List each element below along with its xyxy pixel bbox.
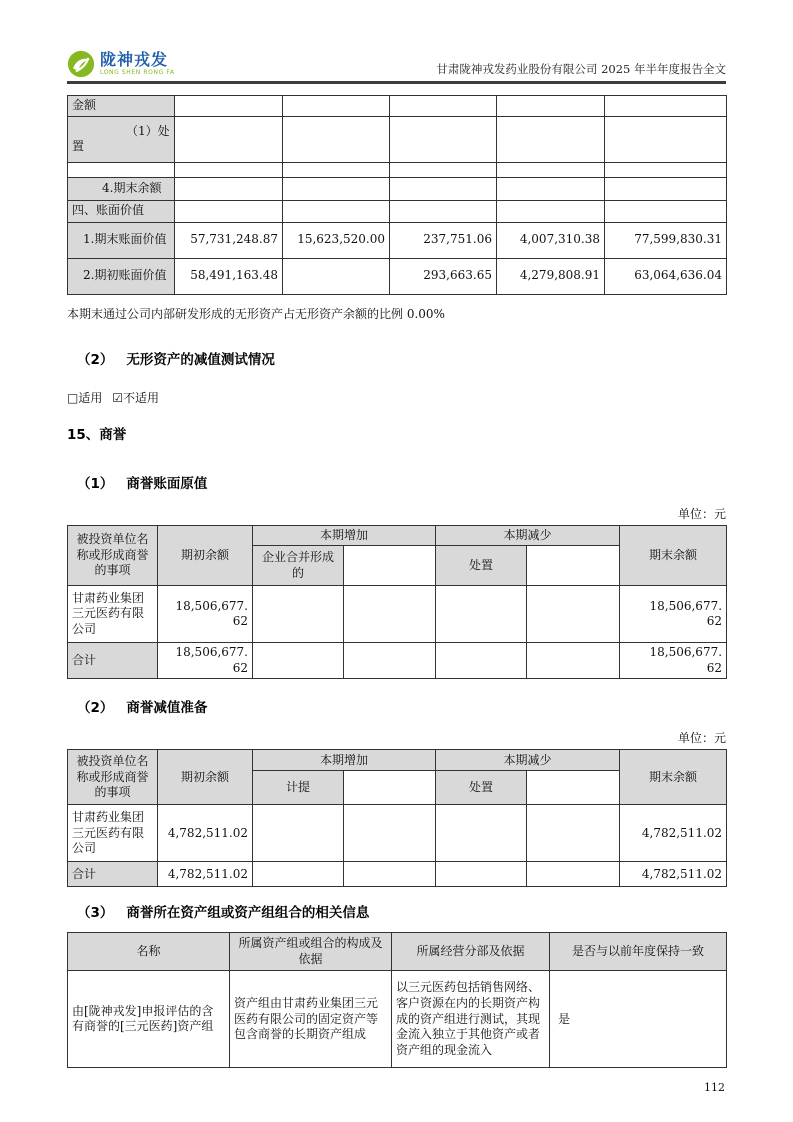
table-row: [68, 200, 727, 222]
table-row: [68, 162, 727, 177]
table-cell: [605, 200, 727, 222]
table-cell: [527, 643, 620, 679]
logo-text: [100, 52, 175, 76]
applicable-option: [67, 391, 102, 405]
heading-number: （2）: [77, 351, 114, 368]
table-cell: [497, 96, 605, 117]
table-cell: [344, 805, 436, 862]
unit-label: 单位：元: [677, 731, 726, 746]
header-name: 名称: [68, 933, 230, 971]
intangible-assets-table: [67, 95, 727, 295]
header-opening-balance: 期初余额: [158, 525, 253, 586]
table-cell: [527, 862, 620, 887]
logo-en-text: LONG SHEN RONG FA: [100, 69, 175, 76]
row-label-cell: 四、账面价值: [68, 200, 175, 222]
header-entity: 被投资单位名称或形成商誉的事项: [68, 750, 158, 805]
table-cell: [344, 586, 436, 643]
table-cell: [283, 200, 390, 222]
header-increase-sub: 企业合并形成的: [253, 546, 344, 586]
table-cell: 63,064,636.04: [605, 258, 727, 294]
table-cell: [253, 862, 344, 887]
header-blank-cell: [527, 771, 620, 805]
logo-icon: [67, 50, 95, 78]
applicability-line: [67, 389, 726, 406]
table-total-row: [68, 862, 727, 887]
table-cell: 237,751.06: [390, 222, 497, 258]
table-cell: [390, 200, 497, 222]
table-cell: 4,782,511.02: [158, 862, 253, 887]
table-cell: [283, 258, 390, 294]
table-cell: [605, 96, 727, 117]
goodwill-cost-table: [67, 525, 727, 680]
table-cell: [175, 200, 283, 222]
table-total-row: [68, 643, 727, 679]
header-blank-cell: [344, 546, 436, 586]
table-cell: 18,506,677.62: [620, 586, 727, 643]
table-cell: [175, 116, 283, 162]
table-cell: [390, 96, 497, 117]
heading-number: （2）: [77, 700, 114, 717]
table-cell: [605, 177, 727, 200]
checkbox-unchecked-icon: □: [67, 390, 79, 405]
header-closing-balance: 期末余额: [620, 750, 727, 805]
row-label-cell: 甘肃药业集团三元医药有限公司: [68, 805, 158, 862]
table-row: [68, 586, 727, 643]
heading-title: 商誉减值准备: [126, 700, 208, 717]
row-label-cell: （1）处置: [68, 116, 175, 162]
table-cell: [283, 116, 390, 162]
header-blank-cell: [344, 771, 436, 805]
header-closing-balance: 期末余额: [620, 525, 727, 586]
heading-number: （3）: [77, 905, 114, 922]
document-title: 甘肃陇神戎发药业股份有限公司 2025 年半年度报告全文: [436, 62, 726, 76]
row-label-cell: 1.期末账面价值: [68, 222, 175, 258]
table-cell: 4,782,511.02: [620, 805, 727, 862]
table-cell: [436, 586, 527, 643]
table-cell: [344, 862, 436, 887]
table-cell: 15,623,520.00: [283, 222, 390, 258]
section-heading-goodwill-impairment: [67, 696, 726, 716]
asset-group-composition-cell: 资产组由甘肃药业集团三元医药有限公司的固定资产等包含商誉的长期资产组成: [230, 971, 392, 1068]
table-cell: [436, 805, 527, 862]
header-decrease-group: 本期减少: [436, 750, 620, 771]
table-cell: [390, 177, 497, 200]
table-cell: [175, 96, 283, 117]
table-cell: 57,731,248.87: [175, 222, 283, 258]
table-cell: 18,506,677.62: [158, 586, 253, 643]
logo-cn-text: 陇神戎发: [100, 50, 169, 69]
row-label-cell: 金额: [68, 96, 175, 117]
table-cell: [497, 177, 605, 200]
section-heading-goodwill-cost: [67, 472, 726, 492]
table-header-row: [68, 750, 727, 771]
table-cell: [253, 805, 344, 862]
header-composition: 所属资产组或组合的构成及依据: [230, 933, 392, 971]
header-segment: 所属经营分部及依据: [392, 933, 550, 971]
unit-label: 单位：元: [677, 506, 726, 521]
table-cell: [390, 162, 497, 177]
table-row: [68, 177, 727, 200]
header-decrease-sub: 处置: [436, 771, 527, 805]
row-label-cell: 合计: [68, 862, 158, 887]
row-label-cell: 2.期初账面价值: [68, 258, 175, 294]
table-cell: [605, 116, 727, 162]
table-cell: 4,782,511.02: [620, 862, 727, 887]
table-cell: [497, 162, 605, 177]
section-heading-goodwill: 15、商誉: [67, 426, 127, 443]
table-header-row: [68, 525, 727, 546]
table-header-row: [68, 933, 727, 971]
asset-group-consistency-cell: 是: [550, 971, 727, 1068]
table-cell: [175, 177, 283, 200]
heading-title: 商誉所在资产组或资产组组合的相关信息: [126, 905, 370, 922]
table-cell: [497, 116, 605, 162]
table-cell: 293,663.65: [390, 258, 497, 294]
header-consistency: 是否与以前年度保持一致: [550, 933, 727, 971]
header-decrease-group: 本期减少: [436, 525, 620, 546]
table-cell: 4,007,310.38: [497, 222, 605, 258]
table-row: [68, 96, 727, 117]
table-cell: [527, 586, 620, 643]
internal-rd-note: 本期末通过公司内部研发形成的无形资产占无形资产余额的比例 0.00%: [67, 306, 445, 321]
asset-group-name-cell: 由[陇神戎发]申报评估的含有商誉的[三元医药]资产组: [68, 971, 230, 1068]
table-cell: [283, 162, 390, 177]
table-cell: 18,506,677.62: [620, 643, 727, 679]
row-label-cell: 甘肃药业集团三元医药有限公司: [68, 586, 158, 643]
table-cell: [605, 162, 727, 177]
table-cell: [527, 805, 620, 862]
table-cell: 4,279,808.91: [497, 258, 605, 294]
not-applicable-label: 不适用: [122, 390, 159, 405]
table-row: [68, 222, 727, 258]
table-cell: [497, 200, 605, 222]
table-cell: [436, 862, 527, 887]
table-cell: [436, 643, 527, 679]
row-label-cell: 4.期末余额: [68, 177, 175, 200]
section-heading-asset-group: [67, 901, 726, 921]
header-increase-sub: 计提: [253, 771, 344, 805]
asset-group-table: [67, 932, 727, 1068]
asset-group-segment-cell: 以三元医药包括销售网络、客户资源在内的长期资产构成的资产组进行测试，其现金流入独立于其他资产或者资产组的现金流入: [392, 971, 550, 1068]
table-cell: [175, 162, 283, 177]
table-cell: 77,599,830.31: [605, 222, 727, 258]
table-row: [68, 258, 727, 294]
table-cell: [253, 586, 344, 643]
table-cell: [390, 116, 497, 162]
company-logo: [67, 50, 175, 78]
table-cell: [253, 643, 344, 679]
heading-title: 无形资产的减值测试情况: [126, 351, 275, 368]
header-increase-group: 本期增加: [253, 750, 436, 771]
checkbox-checked-icon: ☑: [112, 390, 123, 405]
table-cell: 58,491,163.48: [175, 258, 283, 294]
header-entity: 被投资单位名称或形成商誉的事项: [68, 525, 158, 586]
not-applicable-option: [112, 391, 159, 405]
row-label-cell: [68, 162, 175, 177]
header-decrease-sub: 处置: [436, 546, 527, 586]
table-cell: [283, 96, 390, 117]
page-header: [67, 0, 726, 84]
goodwill-impairment-table: [67, 749, 727, 887]
row-label-cell: 合计: [68, 643, 158, 679]
page-number: 112: [704, 1081, 725, 1095]
section-heading-impairment-test: [67, 348, 726, 368]
table-row: [68, 805, 727, 862]
table-cell: 4,782,511.02: [158, 805, 253, 862]
applicable-label: 适用: [78, 390, 103, 405]
table-cell: [344, 643, 436, 679]
header-blank-cell: [527, 546, 620, 586]
heading-title: 商誉账面原值: [126, 475, 208, 492]
table-cell: [283, 177, 390, 200]
heading-number: （1）: [77, 475, 114, 492]
table-row: [68, 971, 727, 1068]
table-row: [68, 116, 727, 162]
header-opening-balance: 期初余额: [158, 750, 253, 805]
header-increase-group: 本期增加: [253, 525, 436, 546]
table-cell: 18,506,677.62: [158, 643, 253, 679]
